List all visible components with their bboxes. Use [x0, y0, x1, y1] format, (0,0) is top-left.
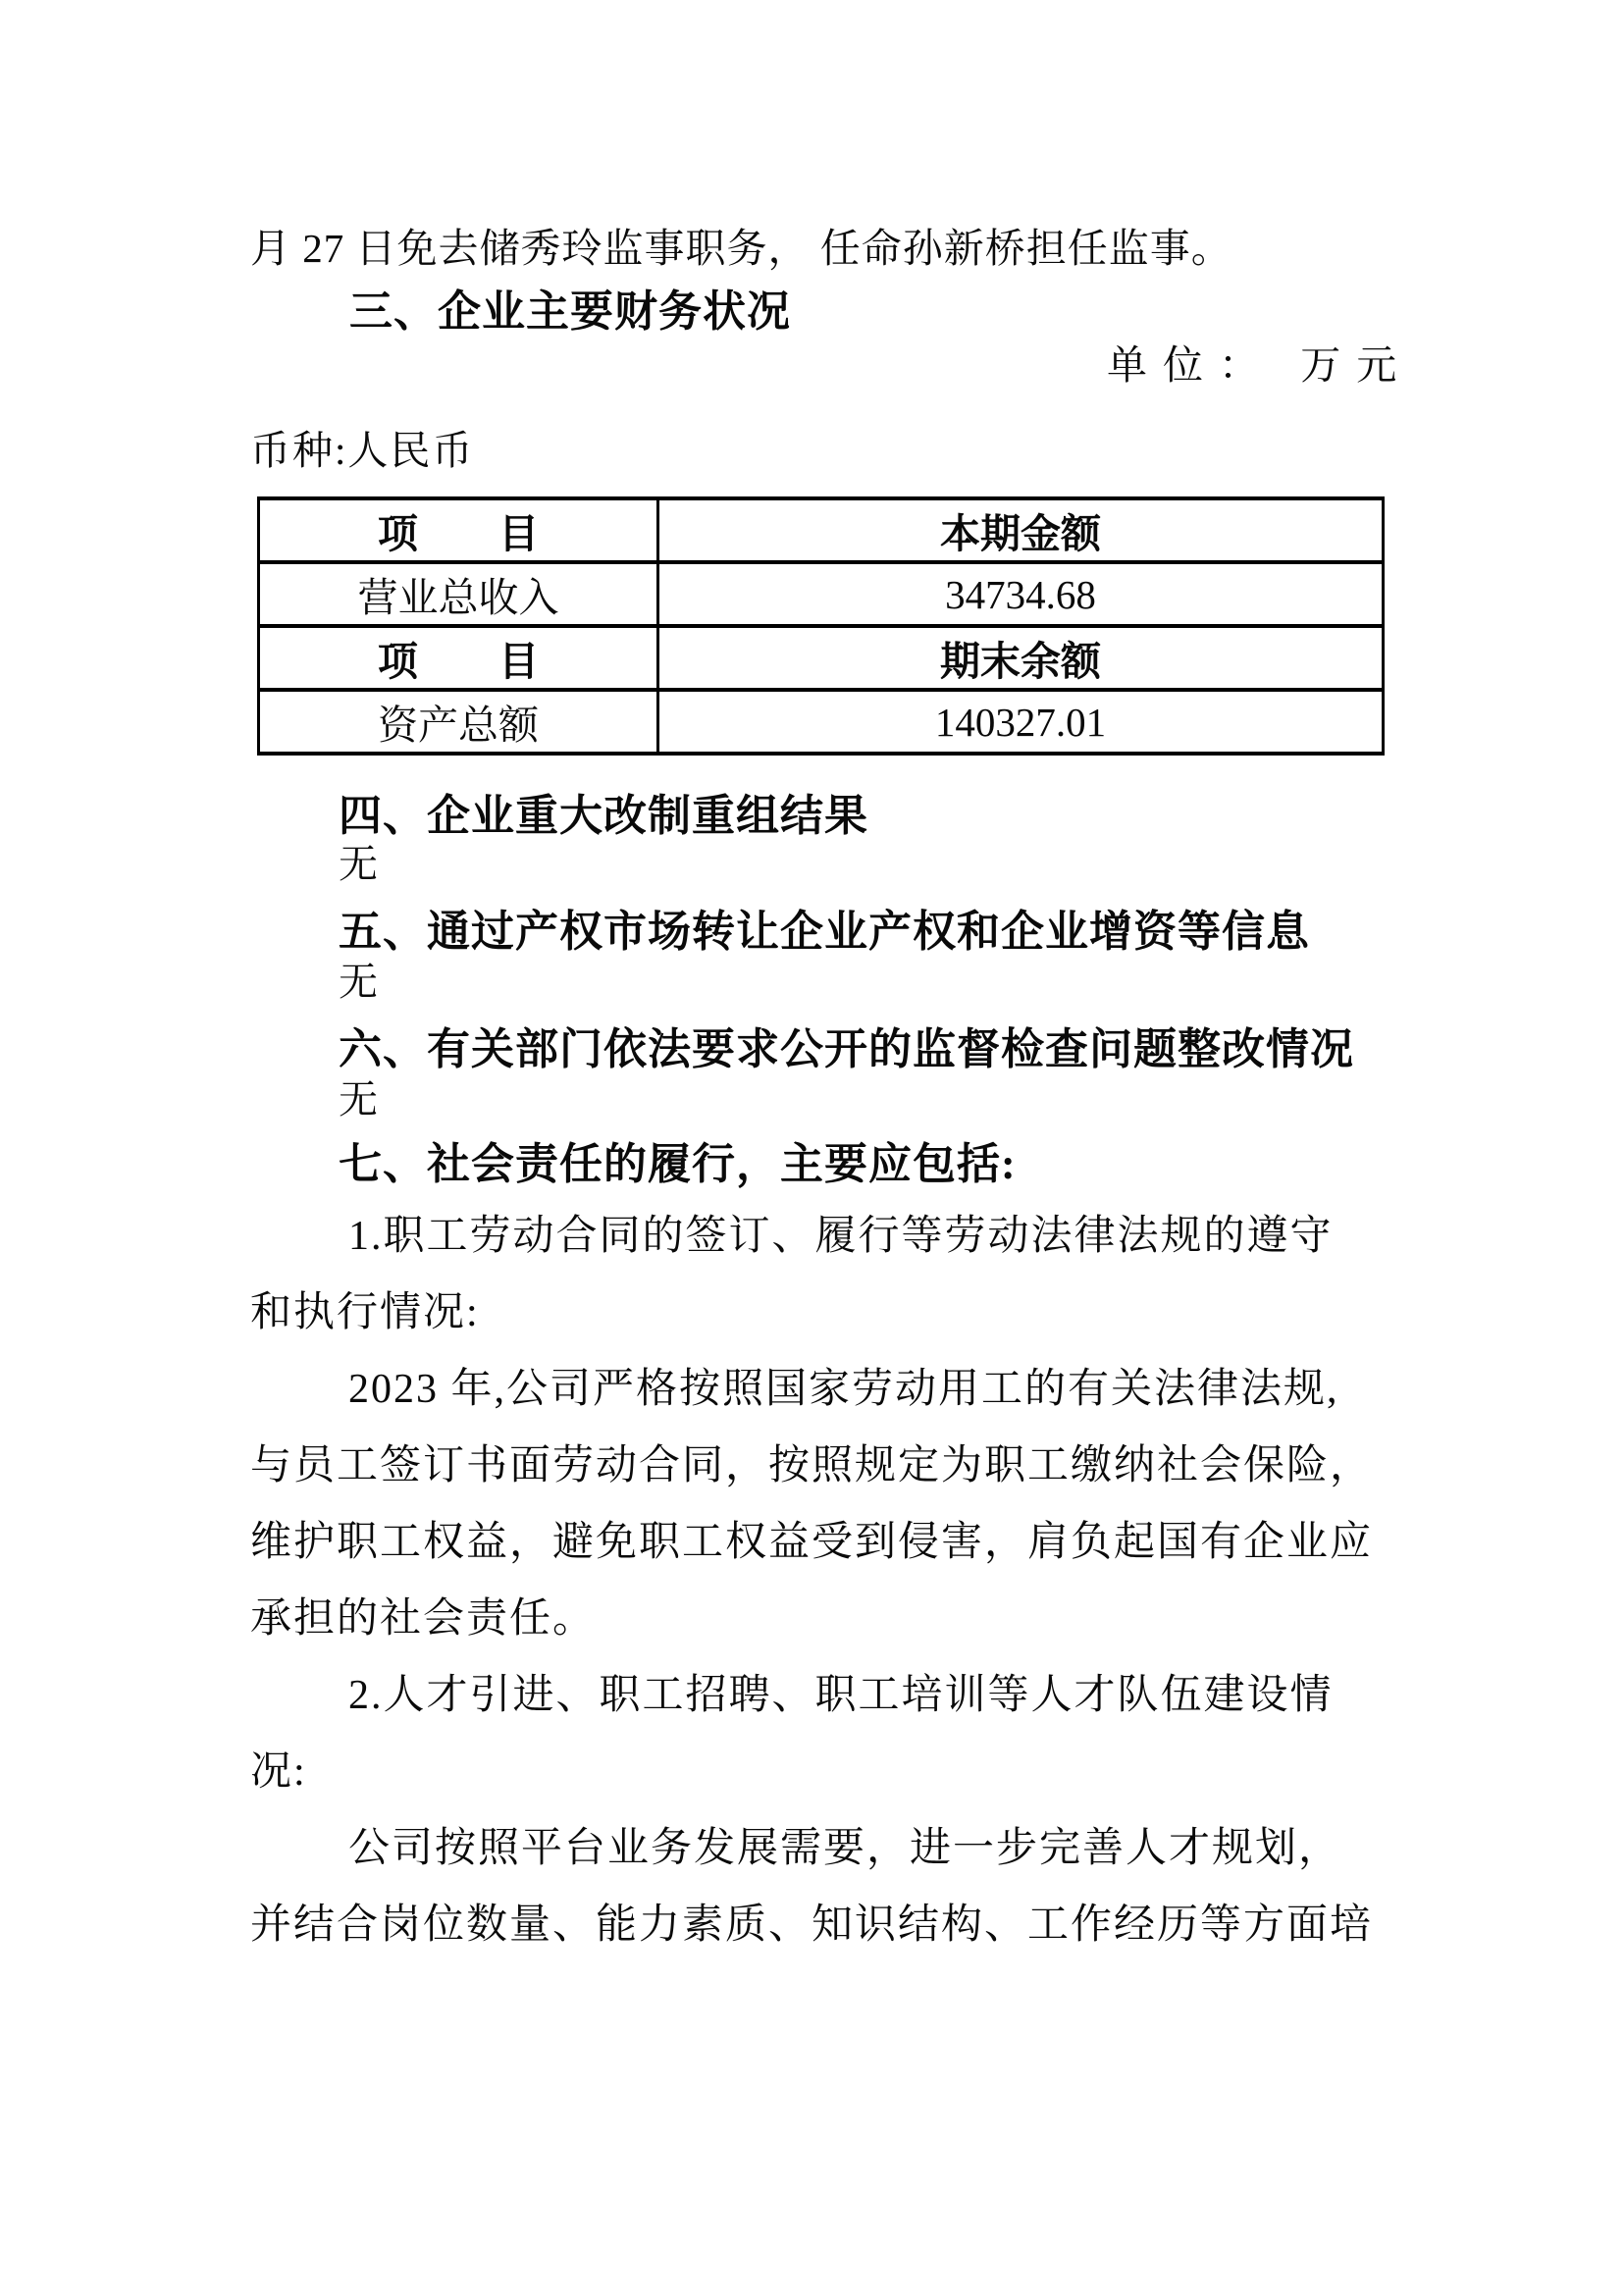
section-7-heading: 七、社会责任的履行，主要应包括: [339, 1140, 1017, 1188]
financial-table [257, 496, 1385, 756]
table-row-total-revenue [259, 562, 1384, 626]
table-header-current-amount: 本期金额 [658, 498, 1384, 562]
table-cell-revenue-label: 营业总收入 [259, 562, 658, 626]
section-7-body [250, 1198, 1388, 1963]
currency-note: 币种:人民币 [250, 428, 475, 473]
body-line: 和执行情况: [250, 1290, 480, 1335]
section-4-heading: 四、企业重大改制重组结果 [339, 792, 868, 840]
table-header-item: 项 目 [259, 498, 658, 562]
table-header-item-2: 项 目 [259, 626, 658, 690]
table-cell-assets-value: 140327.01 [658, 690, 1384, 754]
table-cell-assets-label: 资产总额 [259, 690, 658, 754]
unit-note: 单位： 万元 [1107, 342, 1413, 388]
section-3-heading: 三、企业主要财务状况 [349, 287, 791, 336]
body-line: 公司按照平台业务发展需要，进一步完善人才规划， [348, 1826, 1342, 1871]
body-line: 与员工签订书面劳动合同，按照规定为职工缴纳社会保险， [250, 1443, 1374, 1488]
body-line: 2023 年,公司严格按照国家劳动用工的有关法律法规, [348, 1367, 1339, 1412]
section-6-heading: 六、有关部门依法要求公开的监督检查问题整改情况 [339, 1025, 1354, 1073]
body-line: 并结合岗位数量、能力素质、知识结构、工作经历等方面培 [250, 1903, 1374, 1948]
section-5-heading: 五、通过产权市场转让企业产权和企业增资等信息 [339, 908, 1310, 956]
body-line: 维护职工权益，避免职工权益受到侵害，肩负起国有企业应 [250, 1520, 1374, 1565]
intro-text: 月 27 日免去储秀玲监事职务， 任命孙新桥担任监事。 [250, 226, 1232, 271]
body-line: 况: [250, 1749, 307, 1795]
body-line: 承担的社会责任。 [250, 1596, 597, 1642]
table-header-row-current-period [259, 498, 1384, 562]
section-6-content: 无 [339, 1077, 378, 1121]
section-4-content: 无 [339, 842, 378, 886]
table-cell-revenue-value: 34734.68 [658, 562, 1384, 626]
table-row-total-assets [259, 690, 1384, 754]
body-line: 1.职工劳动合同的签订、履行等劳动法律法规的遵守 [348, 1214, 1334, 1259]
table-header-row-ending-balance [259, 626, 1384, 690]
section-5-content: 无 [339, 960, 378, 1004]
table-header-ending-balance: 期末余额 [658, 626, 1384, 690]
body-line: 2.人才引进、职工招聘、职工培训等人才队伍建设情 [348, 1673, 1334, 1718]
